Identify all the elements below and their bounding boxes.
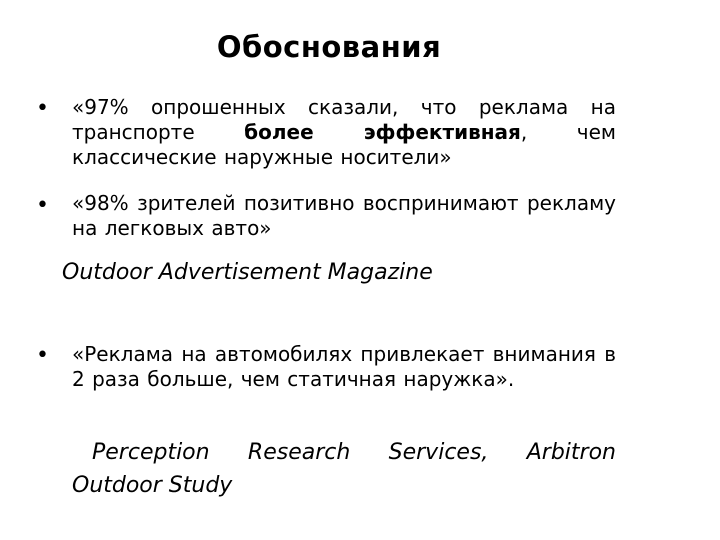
bullet-point-3: «Реклама на автомобилях привлекает внимания в 2 раза больше, чем статичная наружка». — [72, 342, 616, 391]
bullet-point-1 — [72, 95, 616, 170]
bullet-point-1-emphasis: более эффективная — [244, 120, 521, 144]
bullet-point-1-text-a: «97% опрошенных сказали, что реклама на транспорте — [72, 95, 616, 144]
bullet-point-2: «98% зрителей позитивно воспринимают рекламу на легковых авто» — [72, 191, 616, 240]
bullet-point-1-text-b: , чем классические наружные носители» — [72, 120, 616, 169]
source-citation-1: Outdoor Advertisement Magazine — [62, 260, 433, 285]
bullet-marker: • — [36, 343, 49, 368]
source-citation-2-line-1: Perception Research Services, Arbitron — [92, 440, 616, 465]
slide-title: Обоснования — [216, 30, 442, 64]
bullet-marker: • — [36, 96, 49, 121]
source-citation-2-line-2: Outdoor Study — [72, 473, 233, 498]
bullet-marker: • — [36, 193, 49, 218]
